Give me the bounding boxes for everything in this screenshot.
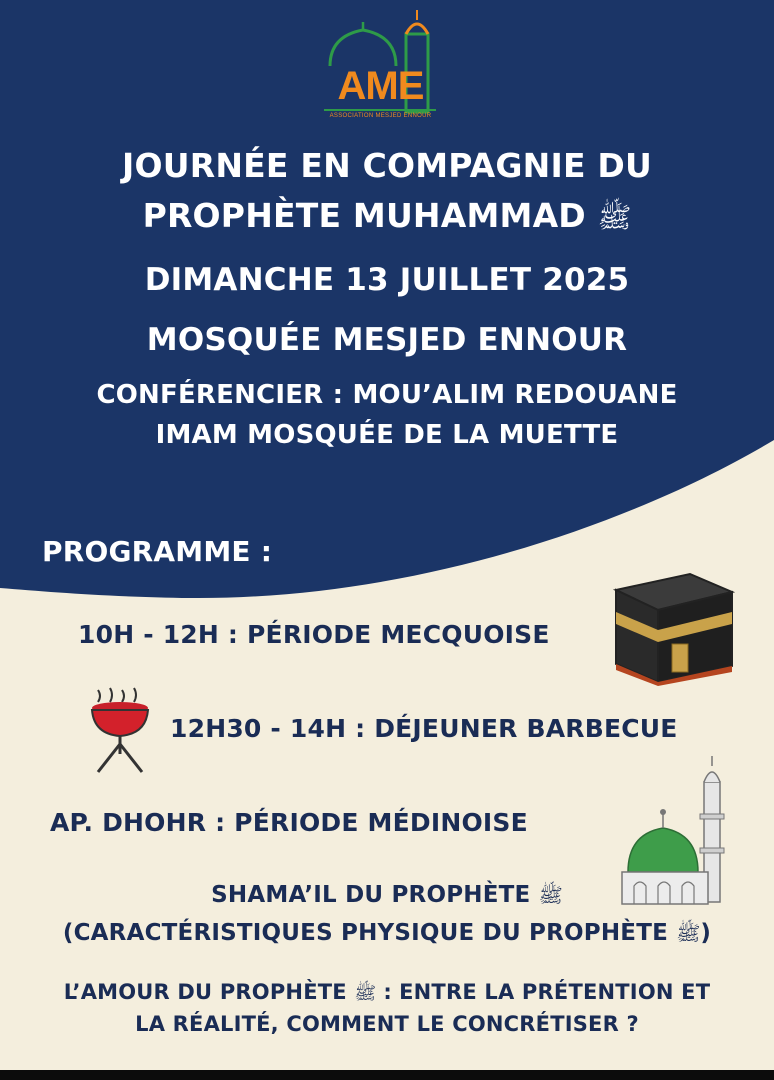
title-line-2-text: PROPHÈTE MUHAMMAD: [142, 196, 586, 235]
title-line-2: [0, 196, 774, 241]
event-venue: MOSQUÉE MESJED ENNOUR: [146, 322, 628, 358]
amour-line-2: LA RÉALITÉ, COMMENT LE CONCRÉTISER ?: [135, 1012, 639, 1036]
ame-logo: [318, 6, 443, 126]
amour-line-1-text-b: : ENTRE LA PRÉTENTION ET: [383, 980, 711, 1004]
salawat-symbol: ﷺ: [676, 921, 701, 945]
programme-item-3: AP. DHOHR : PÉRIODE MÉDINOISE: [50, 808, 528, 837]
programme-heading: PROGRAMME :: [42, 535, 273, 568]
logo-name: AME: [337, 64, 424, 108]
programme-item-2: 12H30 - 14H : DÉJEUNER BARBECUE: [170, 714, 678, 743]
event-date: DIMANCHE 13 JUILLET 2025: [144, 262, 630, 298]
barbecue-icon: [88, 686, 152, 776]
title-line-1: JOURNÉE EN COMPAGNIE DU: [122, 146, 652, 185]
shamail-close-paren: ): [700, 920, 712, 946]
salawat-symbol: ﷺ: [354, 983, 377, 1004]
speaker-line-2: IMAM MOSQUÉE DE LA MUETTE: [155, 420, 619, 450]
salawat-symbol: ﷺ: [538, 883, 563, 907]
shamail-line-2-text: (CARACTÉRISTIQUES PHYSIQUE DU PROPHÈTE: [62, 920, 668, 946]
amour-line-1: [0, 980, 774, 1008]
programme-item-1: 10H - 12H : PÉRIODE MECQUOISE: [78, 620, 550, 649]
shamail-line-1-text: SHAMA’IL DU PROPHÈTE: [211, 882, 531, 908]
shamail-line-1: [0, 882, 774, 912]
speaker-line-1: CONFÉRENCIER : MOU’ALIM REDOUANE: [96, 380, 678, 410]
logo-subtitle: ASSOCIATION MESJED ENNOUR: [329, 113, 432, 119]
shamail-line-2: [0, 920, 774, 950]
salawat-symbol: ﷺ: [597, 201, 632, 234]
kaaba-icon: [610, 568, 738, 686]
amour-line-1-text-a: L’AMOUR DU PROPHÈTE: [63, 980, 347, 1004]
